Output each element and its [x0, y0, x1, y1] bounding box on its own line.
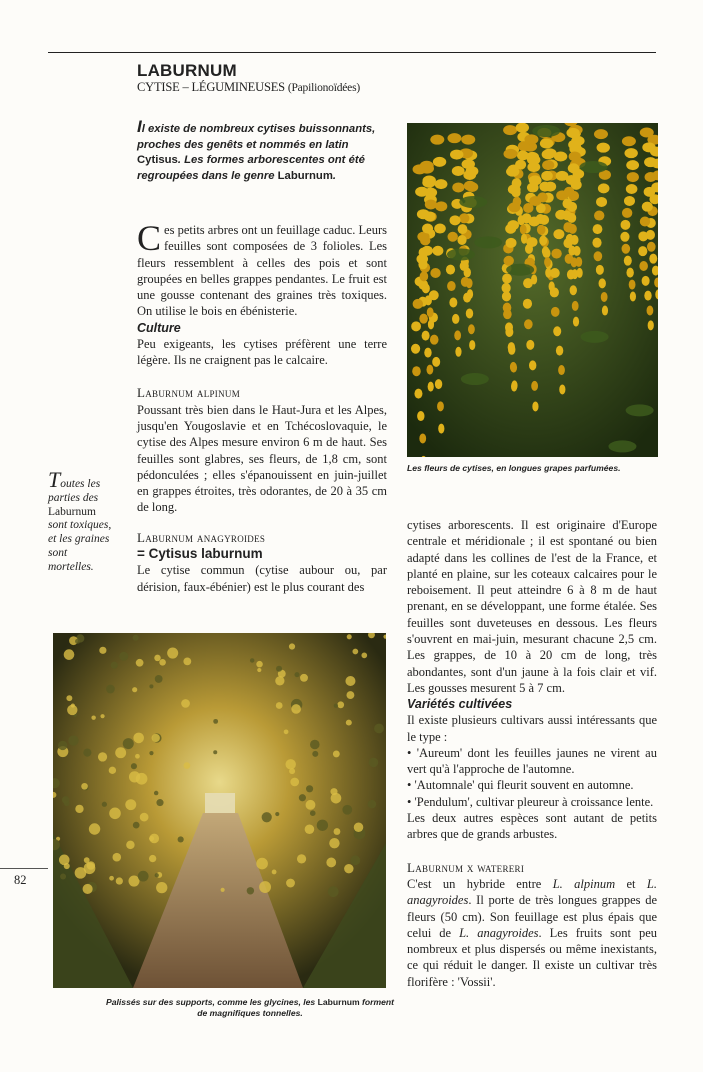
species-alpinum: L. alpinum: [552, 876, 616, 891]
note-genus: Laburnum: [48, 505, 96, 518]
intro-paragraph: [137, 119, 387, 184]
toxicity-note: [48, 467, 114, 575]
right-column: [407, 517, 657, 990]
anagyroides-text: Le cytise commun (cytise aubour ou, par dérision, faux-ébénier) est le plus courant des: [137, 563, 387, 594]
note-text-1: outes les parties des: [48, 478, 101, 504]
tunnel-illustration: [53, 633, 386, 988]
top-rule: [48, 52, 656, 53]
watereri-text-3: . Il porte de très longues grappes de fleurs (50 cm). Son feuillage est plus épais que celui de: [407, 893, 657, 940]
watereri-text-1: C'est un hybride entre: [407, 876, 553, 891]
heading-culture: Culture: [137, 320, 181, 335]
intro-text-3: .: [332, 169, 337, 182]
cultivar-item: • 'Automnale' qui fleurit souvent en automne.: [407, 777, 657, 793]
heading-alpinum: Laburnum alpinum: [137, 385, 240, 401]
page-number-rule: [0, 868, 48, 869]
caption-bottom-text-2: forment de magnifiques tonnelles.: [197, 997, 394, 1018]
heading-watereri: Laburnum x watereri: [407, 859, 525, 875]
paragraph-description: [137, 218, 387, 320]
note-text-2: sont toxiques, et les graines sont mortelles.: [48, 519, 112, 573]
description-text: es petits arbres ont un feuillage caduc. Leurs feuilles sont composées de 3 folioles. Les fleurs ressemblent à celles des pois et sont groupées en belles grappes pendantes. Le fruit est une gousse contenant des graines très toxiques. On utilise le bois en ébénisterie.: [137, 223, 387, 319]
caption-bottom-genus: Laburnum: [317, 997, 360, 1007]
varietes-intro: Il existe plusieurs cultivars aussi intéressants que le type :: [407, 713, 657, 744]
anagyroides-text-continued: cytises arborescents. Il est originaire d'Europe centrale et méridionale ; il est spontané ou bien adapté dans les collines de l'est de la France, et planté en plaine, sur les coteaux calcaires pour le reboisement. Il peut atteindre 6 à 8 m de haut prenant, en se développant, une forme étalée. Ses feuilles sont duveteuses en dessous. Les fleurs s'ouvrent en mai-juin, mesurant chacune 2,5 cm. Les grappes, de 10 à 20 cm de long, très abondantes, sont d'un jaune à la fois clair et vif. Les gousses mesurent 5 à 7 cm.: [407, 518, 657, 695]
intro-drop-letter: I: [137, 117, 142, 136]
watereri-text: [407, 876, 657, 990]
page-subtitle: [137, 80, 360, 95]
left-column: [137, 218, 387, 595]
flowers-illustration: [407, 123, 658, 457]
photo-laburnum-flowers: [407, 123, 658, 457]
caption-bottom-photo: [100, 997, 400, 1019]
page-number: 82: [14, 873, 27, 887]
intro-genus-1: Cytisus: [137, 154, 178, 166]
alpinum-text: Poussant très bien dans le Haut-Jura et les Alpes, jusqu'en Yougoslavie et en Tchécoslovaquie, le cytise des Alpes mesure environ 6 m de haut. Ses feuilles sont glabres, ses fleurs, de 1,8 cm, sont pédonculées ; elles s'épanouissent en juin-juillet en grappes étroites, très odorantes, de 20 à 35 cm de long.: [137, 402, 387, 515]
heading-anagyroides: Laburnum anagyroides: [137, 529, 266, 545]
note-drop-letter: T: [48, 467, 61, 492]
photo-laburnum-tunnel: [53, 633, 386, 988]
watereri-text-2: et: [615, 876, 647, 891]
intro-genus-2: Laburnum: [277, 169, 333, 182]
subtitle-family: (Papilionoïdées): [287, 82, 360, 94]
caption-bottom-text-1: Palissés sur des supports, comme les glycines, les: [106, 997, 318, 1007]
cultivar-item: • 'Pendulum', cultivar pleureur à croissance lente.: [407, 794, 657, 810]
culture-text: Peu exigeants, les cytises préfèrent une terre légère. Ils ne craignent pas le calcaire.: [137, 336, 387, 368]
page-title: LABURNUM: [137, 61, 237, 80]
synonym-cytisus: = Cytisus laburnum: [137, 546, 263, 562]
intro-text-2: . Les formes arborescentes ont été regroupées dans le genre: [137, 154, 365, 182]
species-anagyroides-2: L. anagyroides: [459, 925, 539, 940]
heading-varietes: Variétés cultivées: [407, 697, 513, 712]
varietes-conclusion: Les deux autres espèces sont autant de petits arbres que de grands arbustes.: [407, 811, 657, 842]
caption-top-photo: Les fleurs de cytises, en longues grapes parfumées.: [407, 463, 621, 473]
watereri-text-4: . Les fruits sont peu nombreux et plus dispersés ou même inexistants, ce qui réduit le danger. Il existe un cultivar très florifère : 'Vossii'.: [407, 925, 657, 989]
species-anagyroides: L. anagyroides: [407, 876, 657, 908]
subtitle-main: CYTISE – LÉGUMINEUSES: [137, 80, 288, 94]
drop-cap: C: [137, 218, 162, 258]
intro-text-1: l existe de nombreux cytises buissonnants, proches des genêts et nommés en latin: [137, 123, 376, 151]
cultivar-item: • 'Aureum' dont les feuilles jaunes ne virent au vert qu'à l'approche de l'automne.: [407, 745, 657, 778]
